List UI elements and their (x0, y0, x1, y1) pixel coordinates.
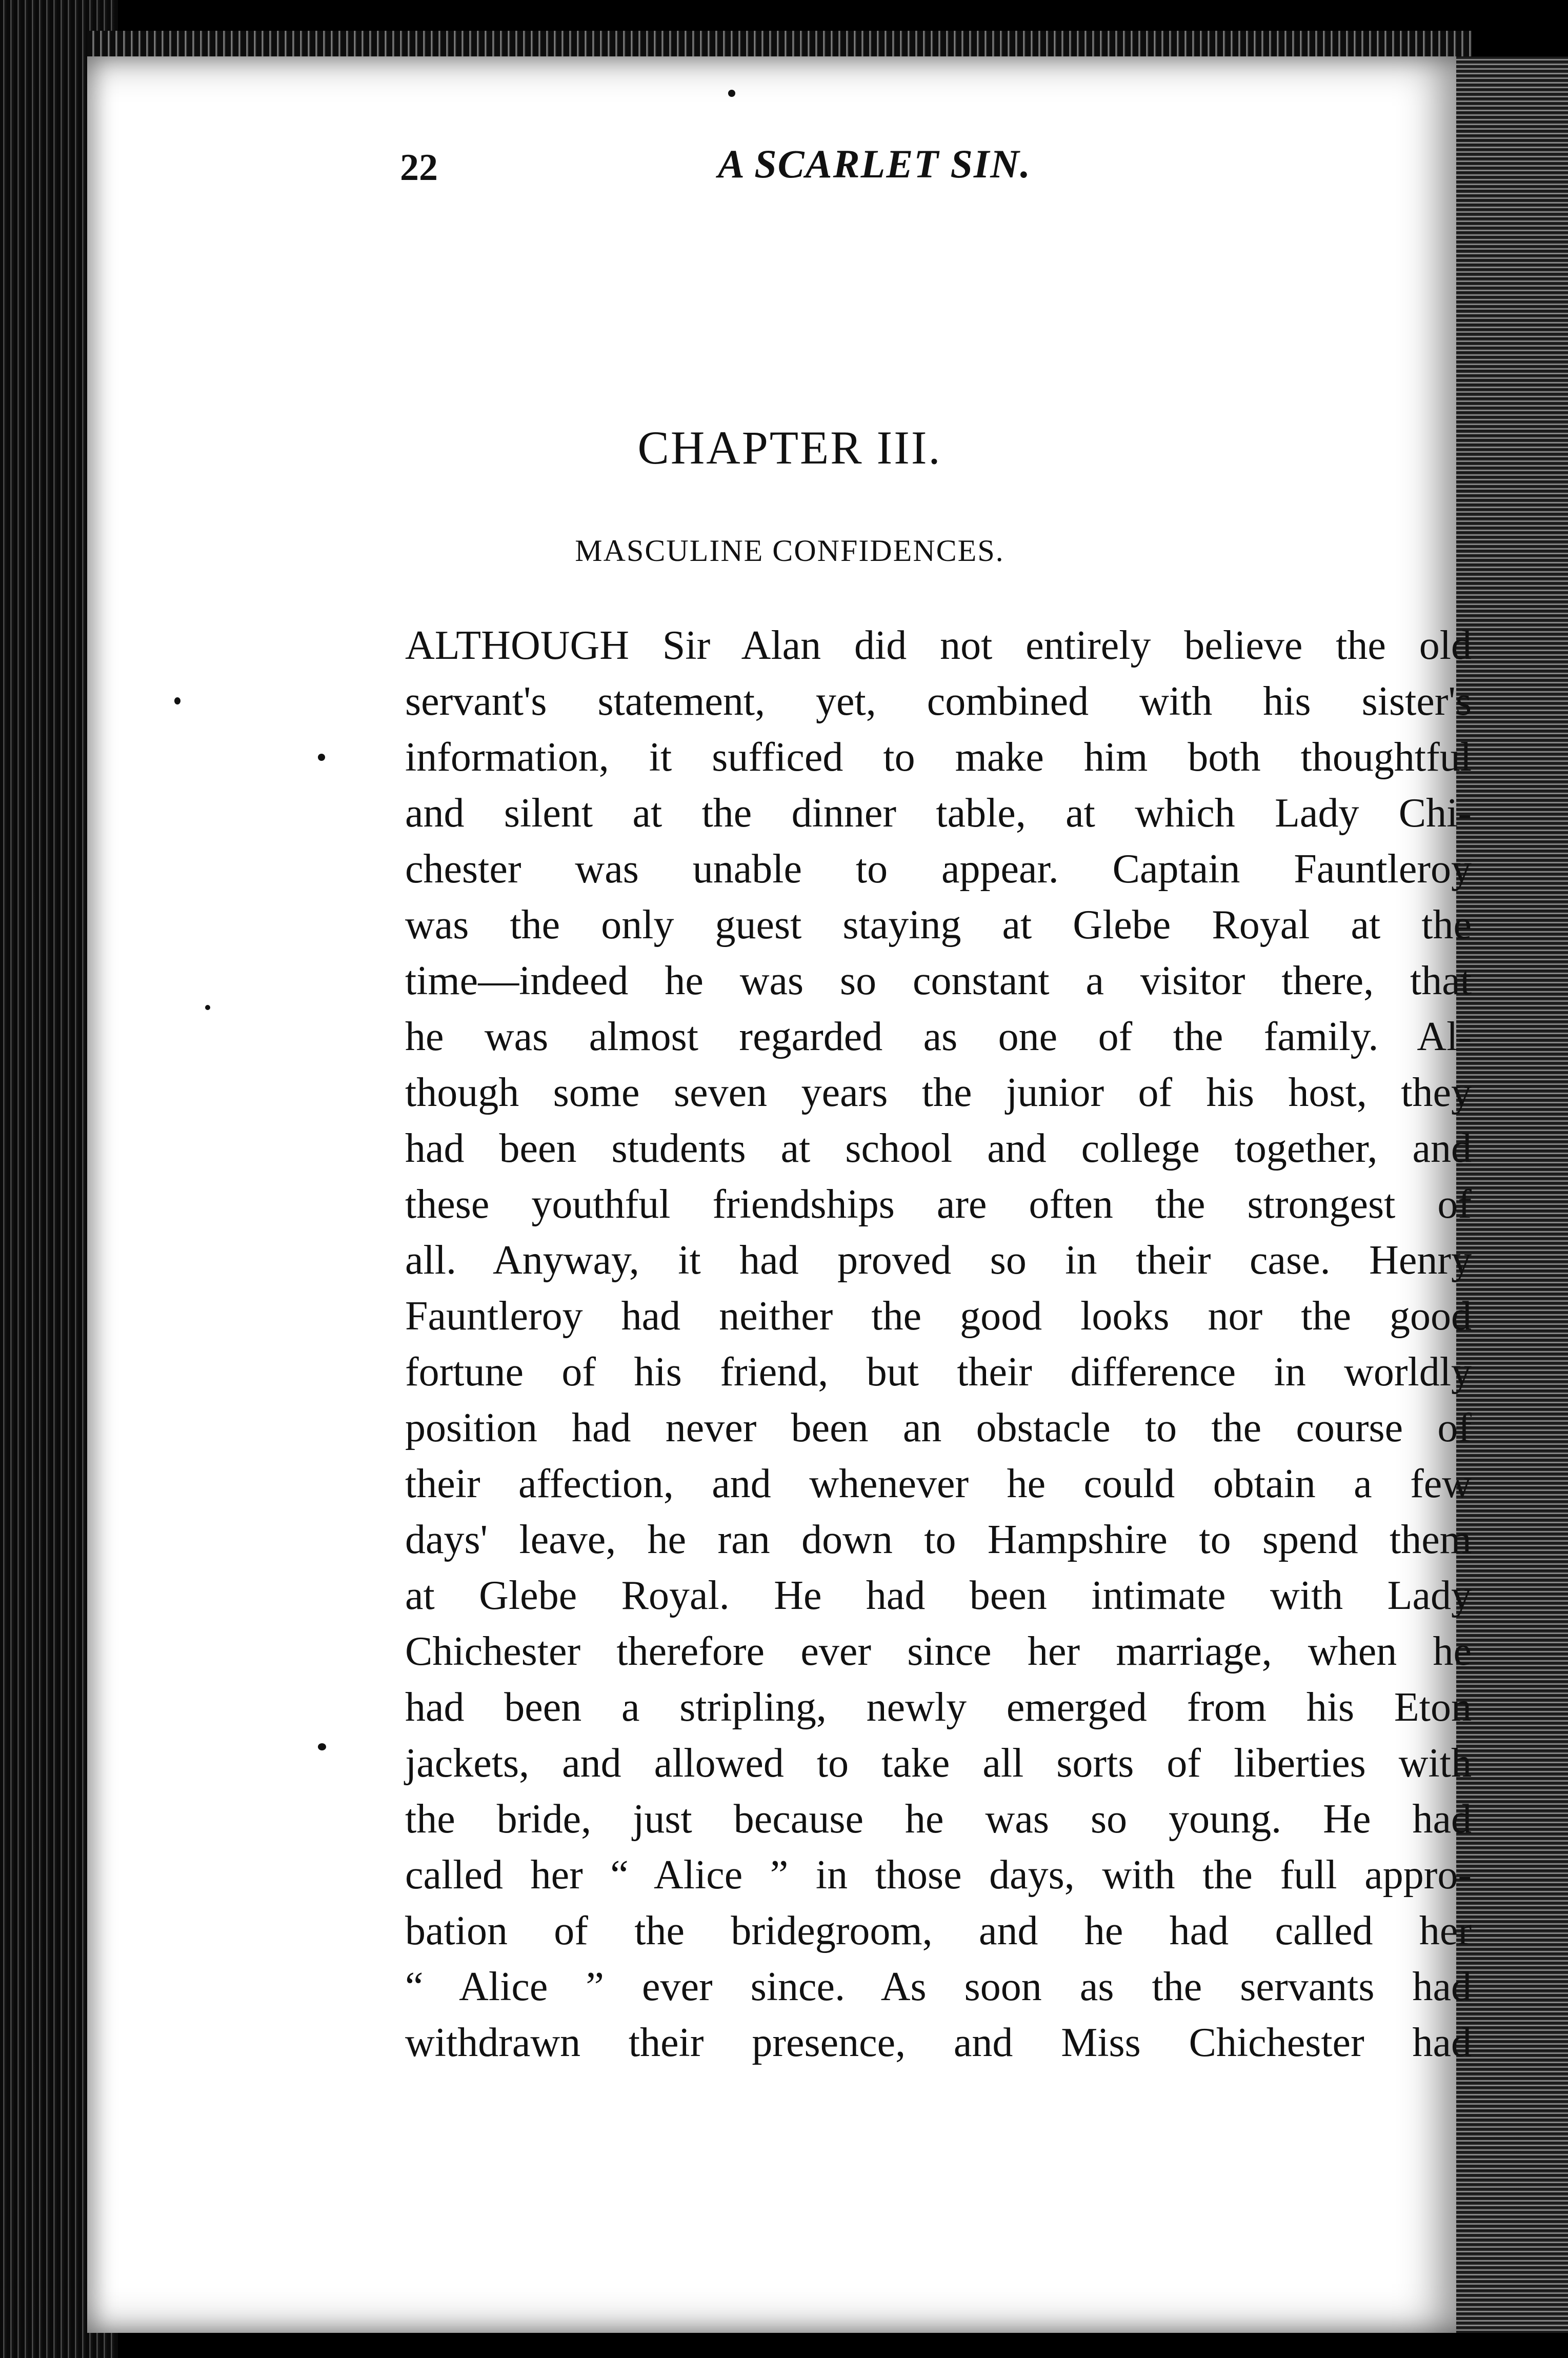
text-line: he was almost regarded as one of the family. Al- (405, 1014, 1472, 1059)
page-header (400, 141, 1179, 197)
text-line: “ Alice ” ever since. As soon as the servants had (405, 1964, 1472, 2009)
text-line: these youthful friendships are often the strongest of (405, 1182, 1472, 1227)
chapter-title: CHAPTER III. (637, 421, 942, 474)
text-line: Chichester therefore ever since her marriage, when he (405, 1629, 1472, 1674)
text-line: though some seven years the junior of his host, they (405, 1070, 1472, 1115)
text-line: bation of the bridegroom, and he had called her (405, 1908, 1472, 1953)
running-title: A SCARLET SIN. (718, 142, 1032, 186)
text-line: had been a stripling, newly emerged from his Eton (405, 1685, 1472, 1730)
text-line: time—indeed he was so constant a visitor there, that (405, 958, 1472, 1003)
scan-speck (318, 1743, 326, 1750)
first-line-rest: Sir Alan did not entirely believe the old (629, 623, 1472, 668)
scan-speck (728, 90, 735, 97)
text-line: Fauntleroy had neither the good looks nor the good (405, 1294, 1472, 1339)
text-line: fortune of his friend, but their difference in worldly (405, 1349, 1472, 1395)
text-line: their affection, and whenever he could obtain a few (405, 1461, 1472, 1506)
drop-word: ALTHOUGH (405, 623, 630, 668)
page-number: 22 (400, 147, 438, 189)
text-line: position had never been an obstacle to the course of (405, 1405, 1472, 1450)
text-line: at Glebe Royal. He had been intimate with Lady (405, 1573, 1472, 1618)
text-line: chester was unable to appear. Captain Fauntleroy (405, 847, 1472, 892)
scan-speck (174, 697, 180, 704)
page-right-edge (1456, 56, 1568, 2333)
text-line: the bride, just because he was so young. He had (405, 1797, 1472, 1842)
text-line: had been students at school and college together, and (405, 1126, 1472, 1171)
chapter-subtitle: MASCULINE CONFIDENCES. (575, 534, 1004, 568)
text-line: was the only guest staying at Glebe Royal at the (405, 902, 1472, 948)
text-line: servant's statement, yet, combined with his sister's (405, 679, 1472, 724)
text-line-first (405, 618, 1472, 674)
text-line: jackets, and allowed to take all sorts of liberties with (405, 1741, 1472, 1786)
text-line-last: withdrawn their presence, and Miss Chichester had (405, 2020, 1472, 2065)
text-line: information, it sufficed to make him both thoughtful (405, 735, 1472, 780)
scan-speck (205, 1005, 210, 1010)
text-line: and silent at the dinner table, at which Lady Chi- (405, 791, 1472, 836)
text-line: called her “ Alice ” in those days, with the full appro- (405, 1852, 1472, 1898)
body-text (405, 618, 1472, 2071)
scan-speck (318, 754, 325, 761)
text-line: days' leave, he ran down to Hampshire to spend them (405, 1517, 1472, 1562)
text-line: all. Anyway, it had proved so in their case. Henry (405, 1238, 1472, 1283)
